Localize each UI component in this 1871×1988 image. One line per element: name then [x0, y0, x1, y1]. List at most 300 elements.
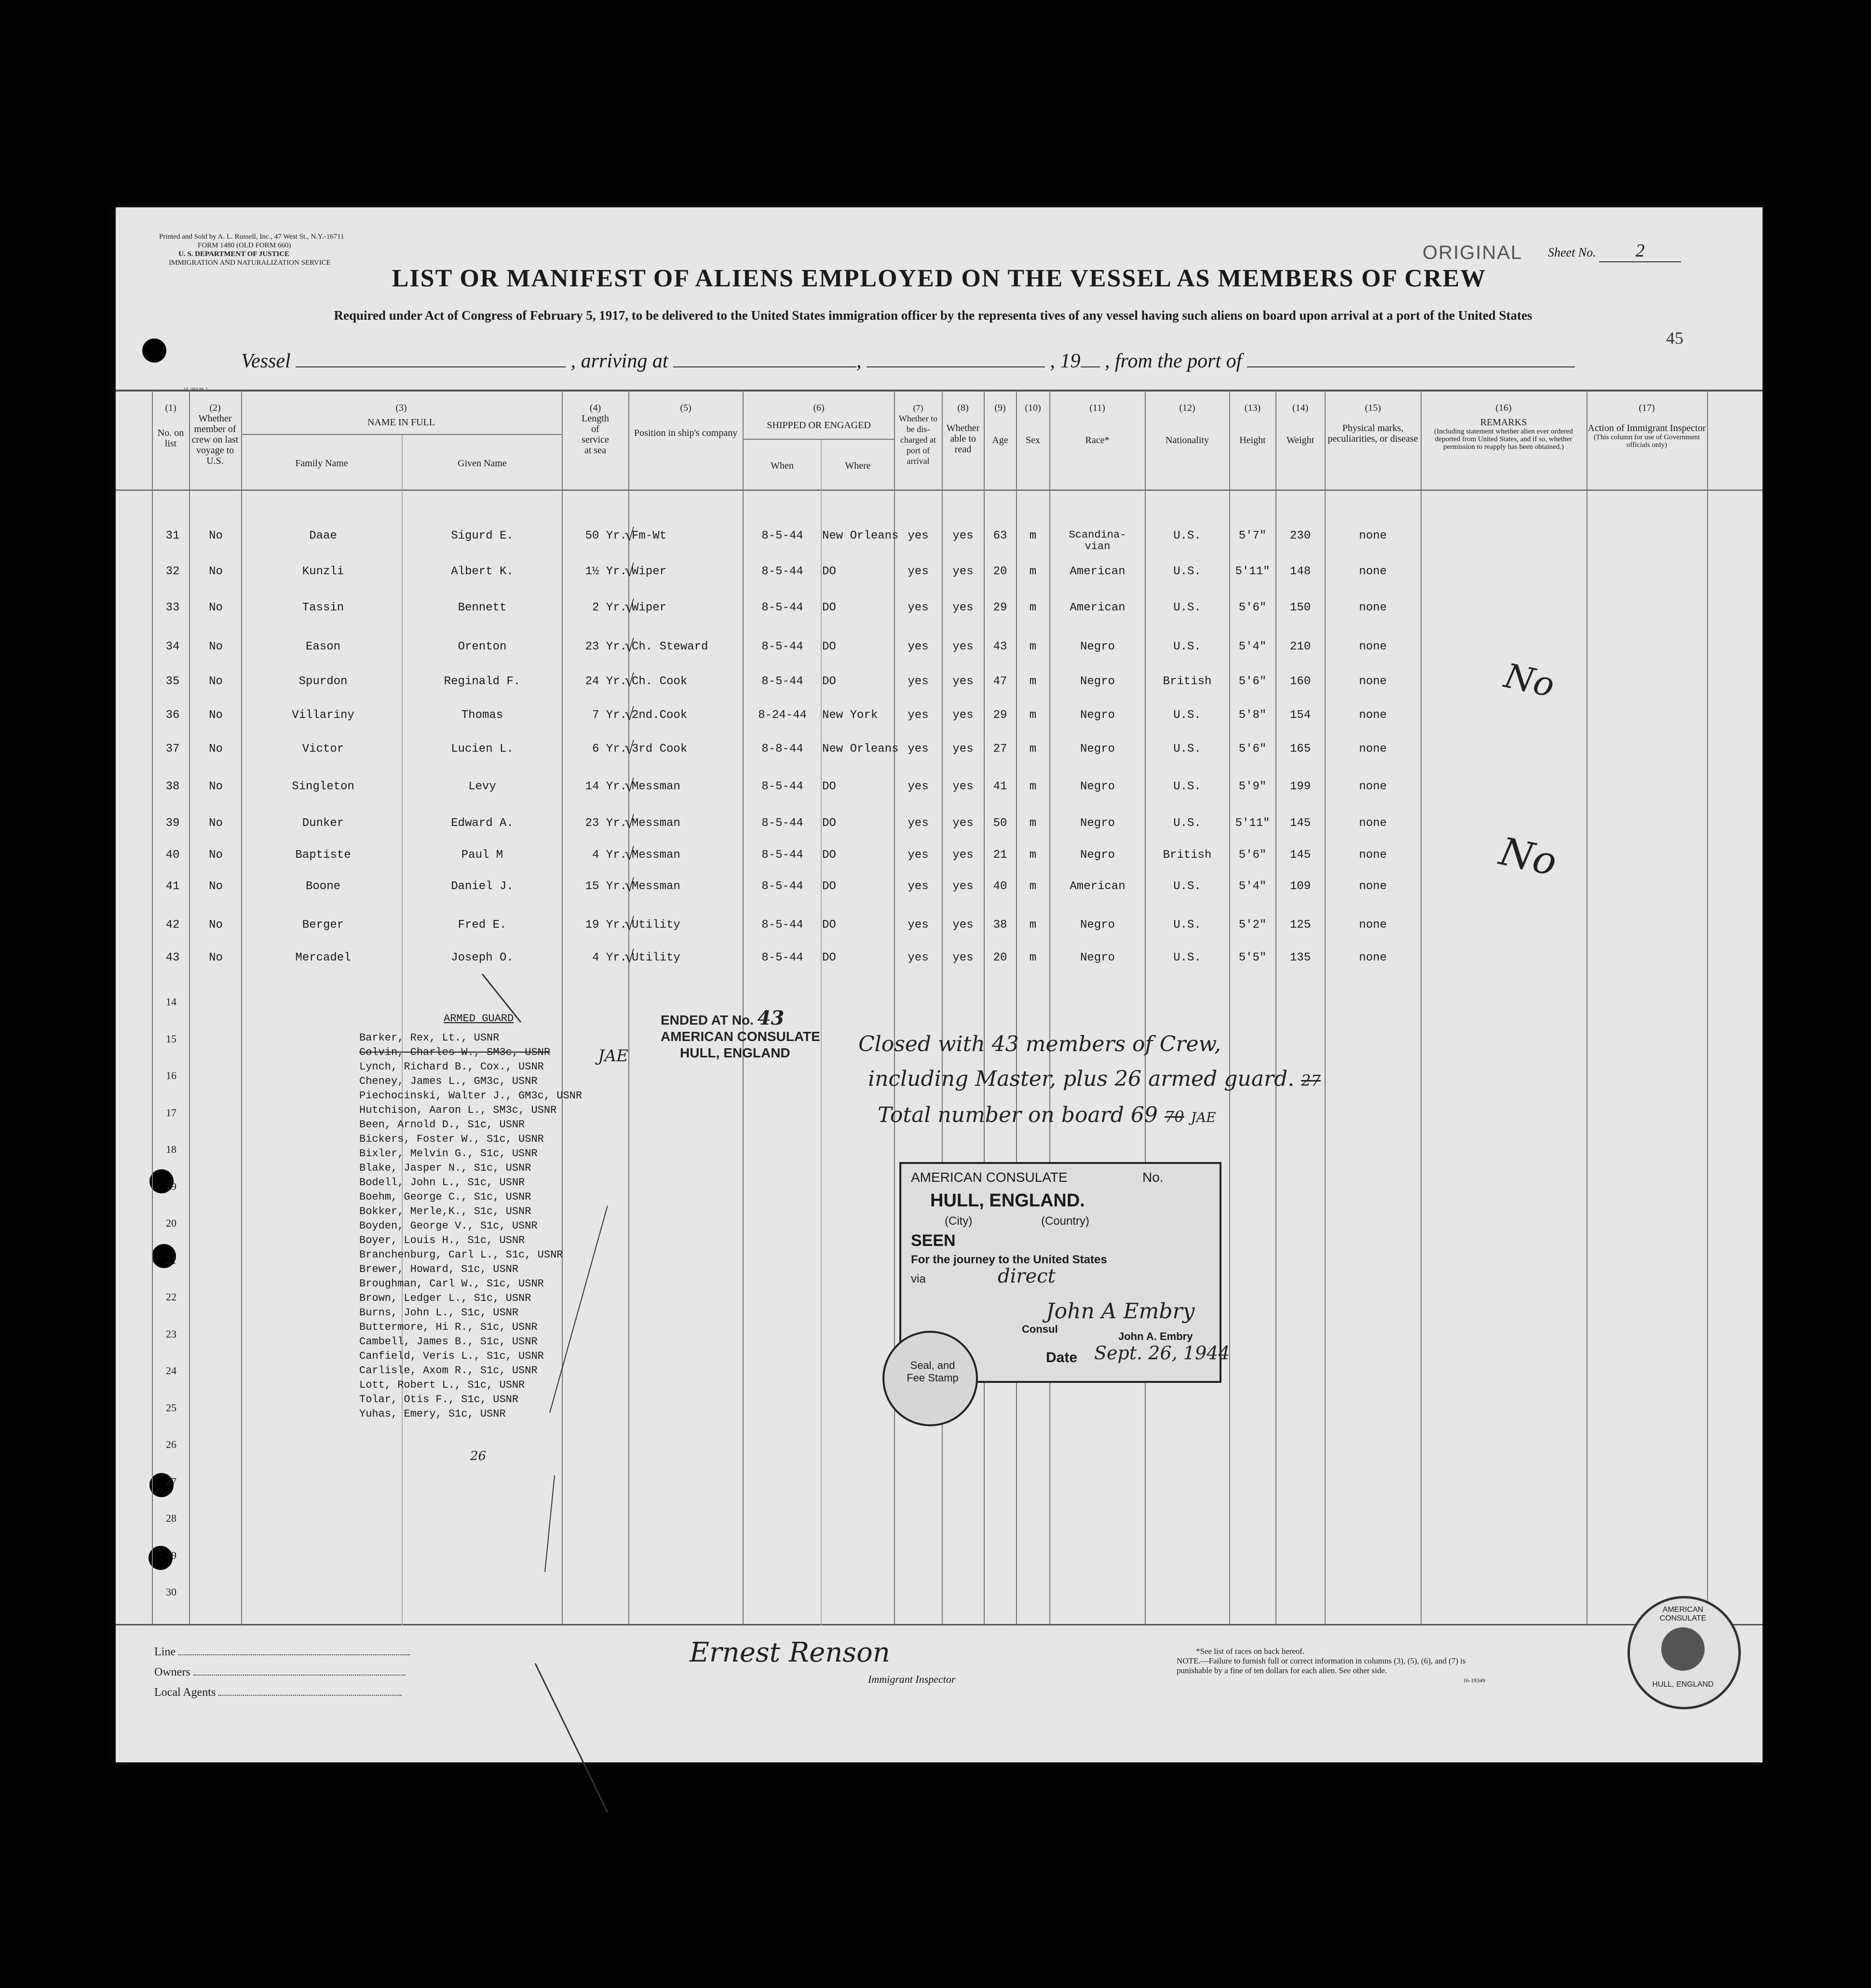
- armed-guard-name: Bickers, Foster W., S1c, USNR: [359, 1133, 544, 1145]
- cell-race: Negro: [1080, 817, 1115, 830]
- cell-weight: 165: [1289, 743, 1311, 756]
- armed-guard-name: Cheney, James L., GM3c, USNR: [359, 1075, 538, 1087]
- stamp-seen: SEEN: [911, 1231, 956, 1250]
- stamp-via-label: via: [911, 1272, 926, 1285]
- vessel-label: Vessel: [241, 350, 291, 372]
- row-number: 21: [166, 1254, 176, 1266]
- ended-label: ENDED AT No.: [661, 1013, 754, 1028]
- cell-disch: yes: [908, 709, 929, 722]
- owners-field[interactable]: [193, 1675, 406, 1676]
- cell-family: Villariny: [292, 709, 354, 722]
- armed-guard-name: Lott, Robert L., S1c, USNR: [359, 1379, 525, 1391]
- col12-header: (12) Nationality: [1166, 403, 1209, 446]
- armed-guard-name: Lynch, Richard B., Cox., USNR: [359, 1061, 544, 1073]
- check-mark-icon: √: [624, 738, 634, 757]
- col-rule: [1421, 391, 1422, 1625]
- col13-header: (13) Height: [1239, 403, 1266, 446]
- cell-no: 41: [165, 880, 180, 893]
- stamp-date: Sept. 26, 1944: [1094, 1342, 1230, 1364]
- col10-header: (10) Sex: [1025, 403, 1041, 446]
- col5-header: (5) Position in ship's company: [634, 403, 738, 438]
- cell-nat: U.S.: [1173, 780, 1201, 793]
- cell-service: 4 Yr.: [592, 951, 627, 964]
- cell-position: Wiper: [632, 565, 667, 578]
- cell-disch: yes: [908, 640, 929, 653]
- row-number: 18: [166, 1143, 176, 1155]
- cell-marks: none: [1359, 709, 1387, 722]
- armed-guard-name: Blake, Jasper N., S1c, USNR: [359, 1162, 531, 1174]
- cell-race: Scandina- vian: [1069, 529, 1126, 553]
- cell-where: DO: [822, 565, 836, 578]
- stamp-city-label: (City): [945, 1215, 973, 1228]
- stamp-country-label: (Country): [1041, 1215, 1090, 1228]
- armed-guard-name: Carlisle, Axom R., S1c, USNR: [359, 1365, 538, 1377]
- closing-line-3-wrap: [858, 1098, 1321, 1135]
- header-bottom-rule: [116, 489, 1763, 491]
- stamp-date-label: Date: [1046, 1350, 1078, 1366]
- armed-guard-name: Buttermore, Hi R., S1c, USNR: [359, 1321, 538, 1333]
- document-title: LIST OR MANIFEST OF ALIENS EMPLOYED ON THE VESSEL AS MEMBERS OF CREW: [392, 265, 1487, 292]
- sheet-label: Sheet No.: [1548, 245, 1596, 259]
- check-mark-icon: √: [624, 636, 634, 655]
- original-stamp: ORIGINAL: [1423, 242, 1523, 263]
- cell-family: Eason: [305, 640, 340, 653]
- armed-guard-name: Boyer, Louis H., S1c, USNR: [359, 1234, 525, 1246]
- cell-where: DO: [822, 640, 836, 653]
- line-field[interactable]: [178, 1654, 410, 1655]
- check-mark-icon: √: [624, 876, 634, 895]
- cell-prev: No: [209, 849, 223, 862]
- arriving-label: , arriving at: [570, 350, 668, 372]
- cell-where: DO: [822, 849, 836, 862]
- col6-header: (6) SHIPPED OR ENGAGED: [767, 403, 871, 431]
- cell-when: 8-5-44: [761, 880, 803, 893]
- stamp-consul-name: John A. Embry: [1118, 1330, 1193, 1342]
- cell-no: 36: [165, 709, 180, 722]
- department: U. S. DEPARTMENT OF JUSTICE: [178, 250, 290, 258]
- date-field[interactable]: [867, 366, 1045, 367]
- closing-note: [858, 1027, 1321, 1135]
- cell-sex: m: [1029, 780, 1037, 793]
- inspector-label: Immigrant Inspector: [868, 1673, 956, 1685]
- col11-header: (11) Race*: [1085, 403, 1110, 446]
- cell-service: 6 Yr.: [592, 743, 627, 756]
- seal-top-text: AMERICAN CONSULATE: [1659, 1606, 1707, 1623]
- cell-weight: 150: [1289, 601, 1311, 614]
- cell-given: Daniel J.: [451, 880, 514, 893]
- cell-height: 5'6": [1238, 849, 1267, 862]
- cell-given: Joseph O.: [451, 951, 514, 964]
- line-label: Line: [154, 1646, 176, 1658]
- manifest-sheet: [116, 207, 1763, 1762]
- cell-disch: yes: [908, 849, 929, 862]
- cell-age: 63: [993, 529, 1007, 542]
- col9-header: (9) Age: [992, 403, 1008, 446]
- check-mark-icon: √: [624, 561, 634, 580]
- from-port-field[interactable]: [1247, 366, 1575, 367]
- cell-read: yes: [952, 817, 974, 830]
- check-mark-icon: √: [624, 525, 634, 544]
- cell-read: yes: [952, 951, 974, 964]
- check-mark-icon: √: [624, 671, 634, 690]
- year-field[interactable]: [1081, 366, 1100, 367]
- armed-guard-name: Broughman, Carl W., S1c, USNR: [359, 1278, 544, 1290]
- row-number: 14: [166, 996, 176, 1008]
- cell-weight: 154: [1289, 709, 1311, 722]
- cell-family: Dunker: [302, 817, 344, 830]
- year-label: , 19: [1050, 350, 1081, 372]
- cell-service: 1½ Yr.: [585, 565, 627, 578]
- when-header: When: [771, 460, 794, 471]
- row-number: 23: [166, 1327, 176, 1340]
- cell-where: New Orleans: [822, 743, 899, 756]
- cell-position: 3rd Cook: [632, 743, 688, 756]
- cell-no: 37: [165, 743, 180, 756]
- struck-total: 70: [1164, 1108, 1184, 1126]
- cell-family: Baptiste: [295, 849, 351, 862]
- col-rule: [743, 391, 744, 1625]
- cell-prev: No: [209, 565, 223, 578]
- cell-service: 23 Yr.: [585, 817, 627, 830]
- cell-read: yes: [952, 529, 974, 542]
- cell-age: 38: [993, 919, 1007, 932]
- consul-signature: John A Embry: [1046, 1299, 1195, 1324]
- ended-city: HULL, ENGLAND: [680, 1045, 790, 1060]
- cell-nat: U.S.: [1173, 709, 1201, 722]
- cell-service: 23 Yr.: [585, 640, 627, 653]
- row-number: 24: [166, 1365, 176, 1377]
- cell-race: Negro: [1080, 675, 1115, 688]
- row-number: 30: [166, 1586, 176, 1598]
- cell-family: Singleton: [292, 780, 354, 793]
- cell-race: Negro: [1080, 640, 1115, 653]
- cell-marks: none: [1359, 919, 1387, 932]
- cell-nat: U.S.: [1173, 601, 1201, 614]
- family-name-header: Family Name: [295, 458, 348, 469]
- cell-position: Messman: [632, 849, 680, 862]
- cell-weight: 125: [1289, 919, 1311, 932]
- cell-given: Sigurd E.: [451, 529, 514, 542]
- cell-read: yes: [952, 780, 974, 793]
- col-rule: [942, 391, 943, 1625]
- cell-prev: No: [209, 919, 223, 932]
- cell-race: American: [1070, 601, 1125, 614]
- cell-given: Reginald F.: [444, 675, 521, 688]
- document-subtitle: Required under Act of Congress of February 5, 1917, to be delivered to the United States immigration officer by the representa tives of any vessel having such aliens on board upon arrival at a port of the United States: [334, 308, 1532, 323]
- table-top-rule: [116, 390, 1763, 392]
- ended-number: 43: [757, 1007, 785, 1029]
- sheet-number-label: [1548, 240, 1681, 262]
- cell-no: 43: [165, 951, 180, 964]
- armed-guard-name: Colvin, Charles W., SM3c, USNR: [359, 1046, 551, 1058]
- consulate-seal: [1627, 1596, 1741, 1709]
- row-number: 20: [166, 1217, 176, 1229]
- stamp-no-label: No.: [1142, 1170, 1164, 1185]
- cell-position: Ch. Steward: [632, 640, 708, 653]
- cell-race: Negro: [1080, 780, 1115, 793]
- cell-nat: British: [1163, 849, 1212, 862]
- row-number: 19: [166, 1180, 176, 1192]
- cell-disch: yes: [908, 529, 929, 542]
- cell-height: 5'8": [1238, 709, 1267, 722]
- row-number: 26: [166, 1438, 176, 1450]
- cell-where: DO: [822, 951, 836, 964]
- cell-nat: U.S.: [1173, 640, 1201, 653]
- cell-sex: m: [1029, 849, 1037, 862]
- col14-header: (14) Weight: [1286, 403, 1315, 446]
- stamp-title: AMERICAN CONSULATE: [911, 1170, 1068, 1185]
- cell-given: Edward A.: [451, 817, 514, 830]
- closing-line-3: Total number on board 69: [878, 1103, 1158, 1127]
- row-number: 17: [166, 1106, 176, 1119]
- col-rule: [189, 391, 190, 1625]
- cell-marks: none: [1359, 601, 1387, 614]
- cell-no: 35: [165, 675, 180, 688]
- check-mark-icon: √: [624, 812, 634, 832]
- cell-race: Negro: [1080, 709, 1115, 722]
- cell-given: Levy: [468, 780, 496, 793]
- cell-height: 5'4": [1238, 880, 1267, 893]
- cell-service: 2 Yr.: [592, 601, 627, 614]
- cell-nat: U.S.: [1173, 919, 1201, 932]
- cell-position: Utility: [632, 919, 680, 932]
- cell-position: Wiper: [632, 601, 667, 614]
- cell-disch: yes: [908, 951, 929, 964]
- cell-when: 8-24-44: [758, 709, 807, 722]
- cell-position: Utility: [632, 951, 680, 964]
- cell-weight: 210: [1289, 640, 1311, 653]
- diagonal-strike-line: [357, 969, 608, 1852]
- cell-sex: m: [1029, 601, 1037, 614]
- cell-disch: yes: [908, 743, 929, 756]
- races-note: *See list of races on back hereof.: [1196, 1647, 1305, 1656]
- cell-prev: No: [209, 743, 223, 756]
- check-mark-icon: √: [624, 844, 634, 864]
- cell-age: 41: [993, 780, 1007, 793]
- guard-count: 26: [470, 1449, 487, 1463]
- cell-height: 5'5": [1238, 951, 1267, 964]
- cell-marks: none: [1359, 640, 1387, 653]
- cell-age: 29: [993, 709, 1007, 722]
- cell-weight: 135: [1289, 951, 1311, 964]
- armed-guard-name: Been, Arnold D., S1c, USNR: [359, 1119, 525, 1131]
- local-agents-field[interactable]: [218, 1695, 402, 1696]
- arriving-field[interactable]: [673, 366, 856, 367]
- cell-height: 5'6": [1238, 743, 1267, 756]
- cell-given: Orenton: [458, 640, 507, 653]
- cell-given: Thomas: [461, 709, 503, 722]
- cell-no: 38: [165, 780, 180, 793]
- cell-marks: none: [1359, 743, 1387, 756]
- row-number: 27: [166, 1475, 176, 1488]
- fee-stamp-circle: [882, 1331, 978, 1426]
- cell-marks: none: [1359, 951, 1387, 964]
- cell-when: 8-5-44: [761, 919, 803, 932]
- cell-family: Tassin: [302, 601, 344, 614]
- cell-where: DO: [822, 675, 836, 688]
- cell-read: yes: [952, 601, 974, 614]
- cell-when: 8-5-44: [761, 849, 803, 862]
- cell-where: DO: [822, 780, 836, 793]
- armed-guard-name: Bixler, Melvin G., S1c, USNR: [359, 1148, 538, 1160]
- cell-age: 21: [993, 849, 1007, 862]
- form-info: [159, 232, 497, 267]
- closing-initials: JAE: [1191, 1109, 1216, 1125]
- cell-family: Berger: [302, 919, 344, 932]
- cell-service: 19 Yr.: [585, 919, 627, 932]
- armed-guard-heading: ARMED GUARD: [444, 1013, 514, 1025]
- row-number: 15: [166, 1032, 176, 1045]
- shipped-subheader-rule: [743, 439, 894, 440]
- cell-given: Bennett: [458, 601, 507, 614]
- punch-hole: [142, 338, 166, 363]
- cell-age: 47: [993, 675, 1007, 688]
- cell-sex: m: [1029, 743, 1037, 756]
- cell-race: Negro: [1080, 743, 1115, 756]
- cell-given: Paul M: [461, 849, 503, 862]
- cell-height: 5'7": [1238, 529, 1267, 542]
- col8-header: (8) Whether able to read: [946, 403, 980, 455]
- printer-line: Printed and Sold by A. L. Russell, Inc., 47 West St., N.Y.-16711: [159, 233, 344, 241]
- cell-no: 32: [165, 565, 180, 578]
- cell-when: 8-8-44: [761, 743, 803, 756]
- col-rule: [1707, 391, 1708, 1625]
- armed-guard-name: Brewer, Howard, S1c, USNR: [359, 1263, 519, 1275]
- remarks-no-mark: No: [1501, 656, 1558, 705]
- col7-header: (7) Whether to be dis-charged at port of arrival: [898, 403, 938, 466]
- check-mark-icon: √: [624, 704, 634, 724]
- cell-disch: yes: [908, 919, 929, 932]
- armed-guard-name: Barker, Rex, Lt., USNR: [359, 1032, 500, 1044]
- cell-prev: No: [209, 675, 223, 688]
- cell-race: Negro: [1080, 849, 1115, 862]
- cell-read: yes: [952, 743, 974, 756]
- vessel-line: Vessel , arriving at , , 19 , from the port of: [241, 350, 1736, 373]
- cell-where: New Orleans: [822, 529, 899, 542]
- armed-guard-name: Brown, Ledger L., S1c, USNR: [359, 1292, 531, 1304]
- cell-when: 8-5-44: [761, 601, 803, 614]
- given-name-header: Given Name: [458, 458, 507, 469]
- cell-when: 8-5-44: [761, 565, 803, 578]
- cell-sex: m: [1029, 951, 1037, 964]
- cell-sex: m: [1029, 880, 1037, 893]
- cell-prev: No: [209, 780, 223, 793]
- cell-sex: m: [1029, 565, 1037, 578]
- cell-position: Fm-Wt: [632, 529, 667, 542]
- cell-marks: none: [1359, 780, 1387, 793]
- ended-consulate: AMERICAN CONSULATE: [661, 1029, 820, 1044]
- cell-where: DO: [822, 880, 836, 893]
- col15-header: (15) Physical marks, peculiarities, or disease: [1328, 403, 1418, 444]
- cell-nat: U.S.: [1173, 817, 1201, 830]
- cell-family: Daae: [309, 529, 337, 542]
- cell-position: Ch. Cook: [632, 675, 688, 688]
- struck-count: 27: [1301, 1071, 1321, 1090]
- cell-where: New York: [822, 709, 878, 722]
- stamp-consul-label: Consul: [1022, 1323, 1058, 1335]
- cell-when: 8-5-44: [761, 817, 803, 830]
- service: IMMIGRATION AND NATURALIZATION SERVICE: [169, 259, 331, 267]
- cell-marks: none: [1359, 849, 1387, 862]
- cell-position: Messman: [632, 817, 680, 830]
- cell-position: 2nd.Cook: [632, 709, 688, 722]
- cell-sex: m: [1029, 675, 1037, 688]
- owners-label: Owners: [154, 1666, 190, 1678]
- sheet-number: 2: [1599, 240, 1681, 262]
- col17-header: (17) Action of Immigrant Inspector (This column for use of Government officials only): [1587, 403, 1706, 449]
- cell-sex: m: [1029, 919, 1037, 932]
- cell-family: Kunzli: [302, 565, 344, 578]
- cell-service: 14 Yr.: [585, 780, 627, 793]
- strike-initials: JAE: [598, 1046, 629, 1066]
- cell-marks: none: [1359, 565, 1387, 578]
- vessel-field[interactable]: [296, 366, 566, 367]
- cell-prev: No: [209, 880, 223, 893]
- cell-nat: U.S.: [1173, 951, 1201, 964]
- from-port-label: , from the port of: [1105, 350, 1242, 372]
- cell-height: 5'9": [1238, 780, 1267, 793]
- armed-guard-name: Burns, John L., S1c, USNR: [359, 1307, 519, 1319]
- armed-guard-name: Piechocinski, Walter J., GM3c, USNR: [359, 1090, 583, 1102]
- cell-no: 31: [165, 529, 180, 542]
- armed-guard-name: Cambell, James B., S1c, USNR: [359, 1336, 538, 1348]
- cell-sex: m: [1029, 709, 1037, 722]
- cell-race: American: [1070, 880, 1125, 893]
- armed-guard-name: Boehm, George C., S1c, USNR: [359, 1191, 531, 1203]
- footer-labels: [154, 1642, 410, 1703]
- cell-marks: none: [1359, 675, 1387, 688]
- cell-position: Messman: [632, 780, 680, 793]
- cell-race: American: [1070, 565, 1125, 578]
- cell-position: Messman: [632, 880, 680, 893]
- col-rule: [152, 391, 153, 1625]
- cell-height: 5'6": [1238, 601, 1267, 614]
- closing-line-2: including Master, plus 26 armed guard.: [868, 1067, 1295, 1091]
- row-number: 25: [166, 1401, 176, 1414]
- cell-read: yes: [952, 919, 974, 932]
- cell-marks: none: [1359, 880, 1387, 893]
- cell-when: 8-5-44: [761, 640, 803, 653]
- cell-prev: No: [209, 817, 223, 830]
- cell-given: Albert K.: [451, 565, 514, 578]
- cell-nat: U.S.: [1173, 743, 1201, 756]
- cell-family: Boone: [305, 880, 340, 893]
- cell-height: 5'11": [1235, 817, 1270, 830]
- armed-guard-name: Boyden, George V., S1c, USNR: [359, 1220, 538, 1232]
- cell-age: 50: [993, 817, 1007, 830]
- cell-age: 29: [993, 601, 1007, 614]
- cell-weight: 160: [1289, 675, 1311, 688]
- row-number: 16: [166, 1069, 176, 1082]
- local-agents-label: Local Agents: [154, 1686, 216, 1699]
- cell-age: 27: [993, 743, 1007, 756]
- cell-service: 50 Yr.: [585, 529, 627, 542]
- cell-prev: No: [209, 709, 223, 722]
- armed-guard-name: Yuhas, Emery, S1c, USNR: [359, 1408, 506, 1420]
- cell-nat: U.S.: [1173, 880, 1201, 893]
- cell-when: 8-5-44: [761, 529, 803, 542]
- cell-marks: none: [1359, 817, 1387, 830]
- row-number: 28: [166, 1512, 176, 1524]
- cell-no: 42: [165, 919, 180, 932]
- check-mark-icon: √: [624, 947, 634, 966]
- cell-age: 20: [993, 951, 1007, 964]
- armed-guard-name: Tolar, Otis F., S1c, USNR: [359, 1393, 519, 1406]
- armed-guard-name: Branchenburg, Carl L., S1c, USNR: [359, 1249, 563, 1261]
- seal-label: Seal, and Fee Stamp: [907, 1359, 959, 1384]
- cell-weight: 199: [1289, 780, 1311, 793]
- armed-guard-name: Bodell, John L., S1c, USNR: [359, 1177, 525, 1189]
